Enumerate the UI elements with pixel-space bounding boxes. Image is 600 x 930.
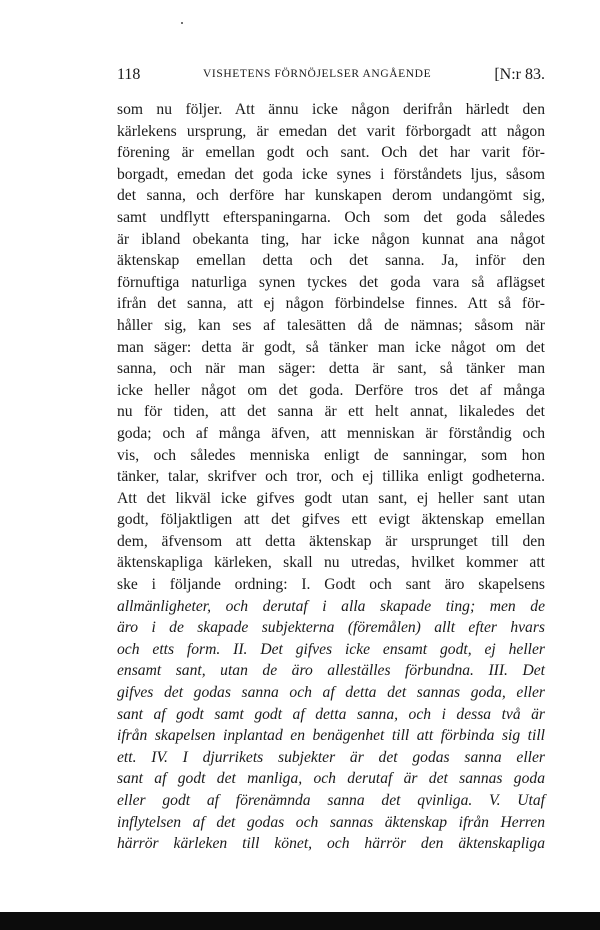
text-line: håller sig, kan ses af talesätten då de nämnas; såsom när xyxy=(117,316,545,334)
text-line: ifrån det sanna, att ej någon förbindelse finnes. Att så för- xyxy=(117,295,545,313)
text-line: är ibland obekanta ting, har icke någon kunnat ana något xyxy=(117,230,545,248)
text-line: härrör kärleken till könet, och härrör den äktenskapliga xyxy=(117,835,545,853)
text-line: man säger: detta är godt, så tänker man icke något om det xyxy=(117,338,545,356)
text-line: och etts form. II. Det gifves icke ensamt godt, ej heller xyxy=(117,640,545,658)
text-line: eller godt af förenämnda sanna det qvinliga. V. Utaf xyxy=(117,792,545,809)
text-line: ske i följande ordning: I. Godt och sant äro skapelsens xyxy=(117,576,545,594)
text-line: godt, följaktligen att det gifves ett evigt äktenskap emellan xyxy=(117,511,545,529)
text-line: sanna, och när man säger: detta är sant, så tänker man xyxy=(117,360,545,378)
text-line: Att det likväl icke gifves godt utan sant, ej heller sant utan xyxy=(117,489,545,507)
text-line: ett. IV. I djurrikets subjekter är det godas sanna eller xyxy=(117,748,545,766)
text-line: äro i de skapade subjekterna (föremålen) allt efter hvars xyxy=(117,619,545,637)
scan-edge-bar xyxy=(0,912,600,930)
text-line: det sanna, och derföre har kunskapen derom undangömt sig, xyxy=(117,187,545,205)
text-line: nu för tiden, att det sanna är ett helt annat, likaledes det xyxy=(117,403,545,421)
text-line: förening är emellan godt och sant. Och det har varit för- xyxy=(117,144,545,162)
text-line: dem, äfvensom att detta äktenskap är ursprunget till den xyxy=(117,532,545,550)
text-line: ifrån skapelsen inplantad en benägenhet till att förbinda sig till xyxy=(117,727,545,745)
text-line: äktenskapliga kärleken, skall nu utredas, hvilket kommer att xyxy=(117,554,545,572)
speck-mark xyxy=(181,22,183,24)
text-line: allmänligheter, och derutaf i alla skapade ting; men de xyxy=(117,597,545,615)
body-text xyxy=(117,99,545,855)
section-number: [N:r 83. xyxy=(494,66,545,83)
text-line: goda; och af många äfven, att menniskan är förståndig och xyxy=(117,424,545,442)
text-line: sant af godt samt godt af detta sanna, och i dessa två är xyxy=(117,705,545,723)
text-line: tänker, talar, skrifver och tror, och ej tillika enligt godheterna. xyxy=(117,468,545,486)
text-line: kärlekens ursprung, är emedan det varit förborgadt att någon xyxy=(117,122,545,140)
text-line: inflytelsen af det godas och sannas äktenskap ifrån Herren xyxy=(117,813,545,831)
page-header xyxy=(117,66,547,86)
text-line: samt undflytt efterspaningarna. Och som det goda således xyxy=(117,208,545,226)
text-line: vis, och således menniska enligt de sanningar, som hon xyxy=(117,446,545,464)
text-line: som nu följer. Att ännu icke någon derifrån härledt den xyxy=(117,101,545,118)
text-line: sant af godt det manliga, och derutaf är det sannas goda xyxy=(117,770,545,788)
text-line: förnuftiga naturliga synen tyckes det goda vara så aflägset xyxy=(117,273,545,291)
text-line: icke heller något om det goda. Derföre tros det af många xyxy=(117,381,545,399)
running-title: VISHETENS FÖRNÖJELSER ANGÅENDE xyxy=(203,68,432,80)
text-line: borgadt, emedan det goda icke synes i förståndets ljus, såsom xyxy=(117,165,545,183)
text-line: äktenskap emellan detta och det sanna. Ja, inför den xyxy=(117,252,545,270)
text-line: ensamt sant, utan de äro alleställes förbundna. III. Det xyxy=(117,662,545,680)
text-line: gifves det godas sanna och af detta det sannas goda, eller xyxy=(117,684,545,702)
page-number: 118 xyxy=(117,66,141,83)
